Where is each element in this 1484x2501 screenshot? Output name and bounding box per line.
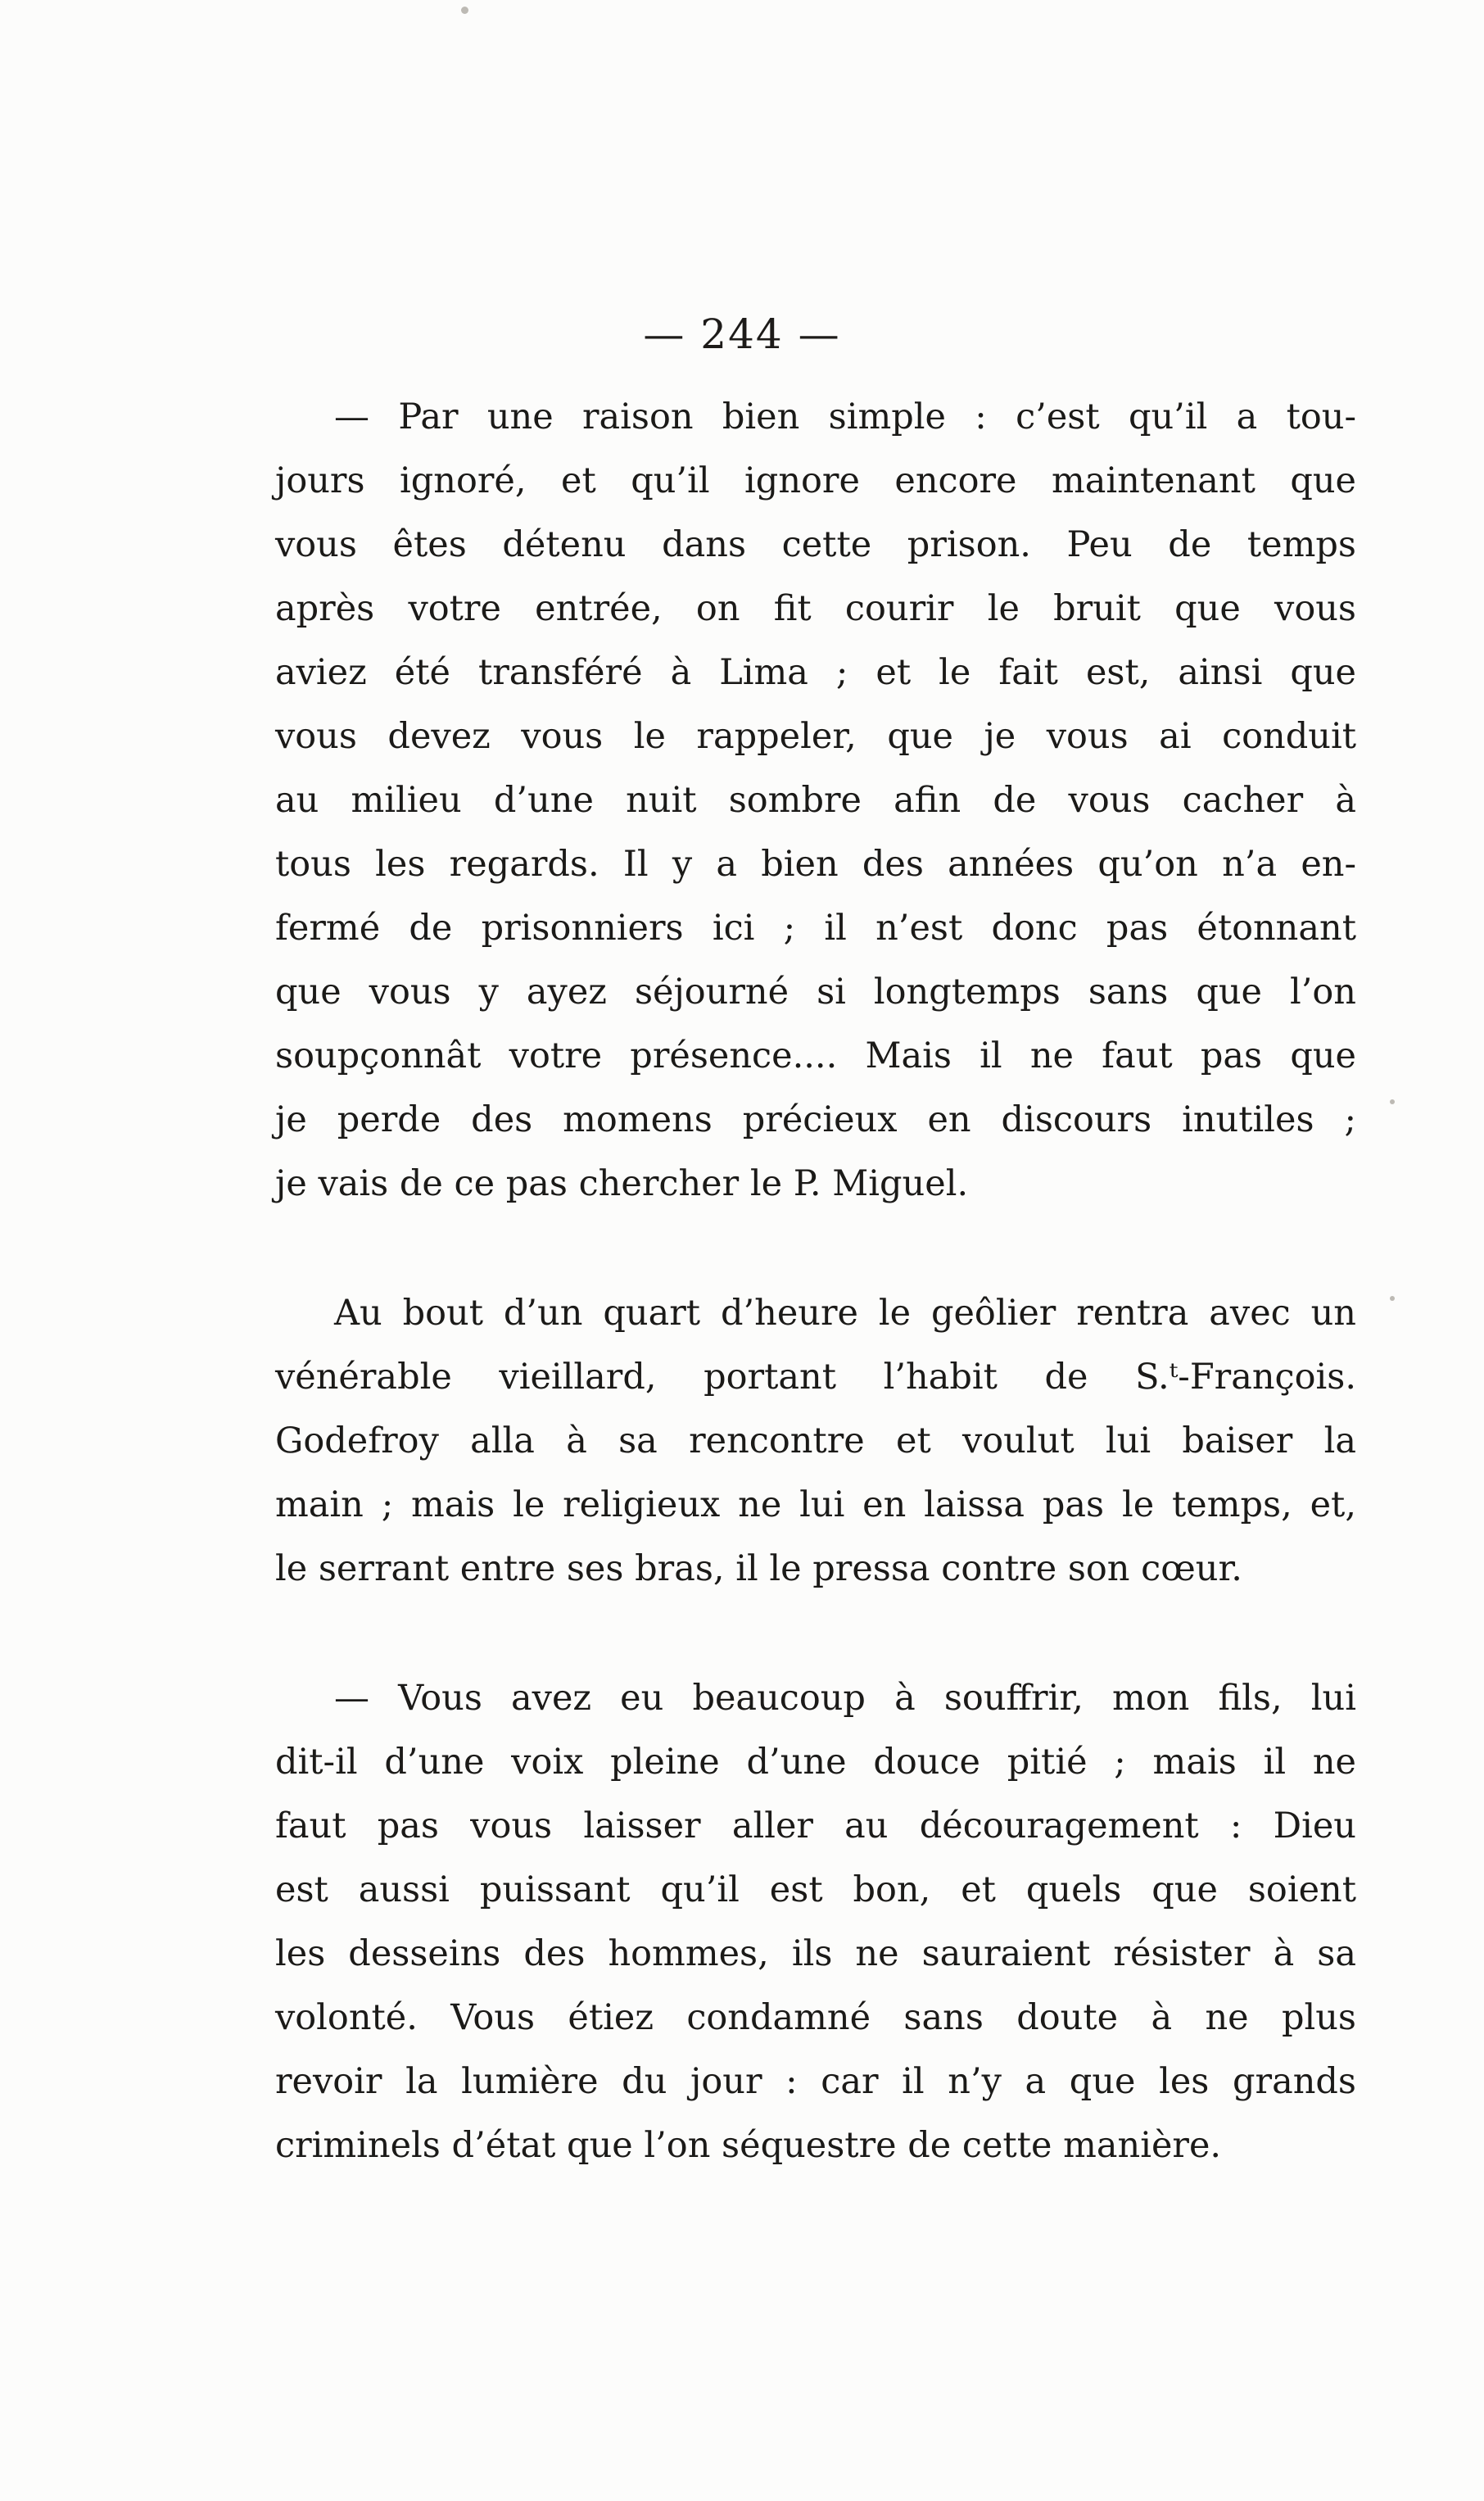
paragraph-2	[275, 1281, 1356, 1601]
text-line: jours ignoré, et qu’il ignore encore maintenant que	[275, 460, 1356, 501]
text-line: les desseins des hommes, ils ne sauraient résister à sa	[275, 1933, 1356, 1974]
text-line: volonté. Vous étiez condamné sans doute à ne plus	[275, 1997, 1356, 2038]
text-line: que vous y ayez séjourné si longtemps sans que l’on	[275, 972, 1356, 1013]
text-line: soupçonnât votre présence.... Mais il ne faut pas que	[275, 1035, 1356, 1076]
text-line: revoir la lumière du jour : car il n’y a que les grands	[275, 2061, 1356, 2102]
text-line: fermé de prisonniers ici ; il n’est donc pas étonnant	[275, 908, 1356, 949]
text-line: dit-il d’une voix pleine d’une douce pitié ; mais il ne	[275, 1742, 1356, 1783]
text-line: je perde des momens précieux en discours inutiles ;	[275, 1099, 1356, 1140]
text-line: faut pas vous laisser aller au découragement : Dieu	[275, 1806, 1356, 1846]
page-number: — 244 —	[643, 310, 841, 358]
text-line: est aussi puissant qu’il est bon, et quels que soient	[275, 1869, 1356, 1910]
text-line: Au bout d’un quart d’heure le geôlier rentra avec un	[334, 1293, 1356, 1334]
paragraph-3	[275, 1666, 1356, 2177]
text-line: tous les regards. Il y a bien des années qu’on n’a en-	[275, 844, 1356, 885]
text-line: criminels d’état que l’on séquestre de cette manière.	[275, 2125, 1222, 2166]
paragraph-gap	[275, 1216, 1356, 1281]
text-line: — Par une raison bien simple : c’est qu’il a tou-	[334, 396, 1356, 437]
text-line: au milieu d’une nuit sombre afin de vous cacher à	[275, 780, 1356, 821]
text-line: le serrant entre ses bras, il le pressa contre son cœur.	[275, 1548, 1242, 1589]
paper-speck	[1390, 1099, 1395, 1104]
text-line: main ; mais le religieux ne lui en laissa pas le temps, et,	[275, 1484, 1356, 1525]
text-line: aviez été transféré à Lima ; et le fait est, ainsi que	[275, 652, 1356, 693]
text-line: vous êtes détenu dans cette prison. Peu de temps	[275, 524, 1356, 565]
paper-speck	[461, 7, 468, 14]
text-line: vous devez vous le rappeler, que je vous ai conduit	[275, 716, 1356, 757]
text-line: je vais de ce pas chercher le P. Miguel.	[275, 1163, 969, 1204]
paragraph-1	[275, 385, 1356, 1216]
text-line: — Vous avez eu beaucoup à souffrir, mon fils, lui	[334, 1678, 1356, 1719]
text-line: vénérable vieillard, portant l’habit de S.ᵗ-François.	[275, 1357, 1356, 1398]
paragraph-gap	[275, 1601, 1356, 1666]
paper-speck	[1390, 1296, 1395, 1301]
text-line: Godefroy alla à sa rencontre et voulut lui baiser la	[275, 1420, 1356, 1461]
text-line: après votre entrée, on fit courir le bruit que vous	[275, 588, 1356, 629]
page-body	[275, 385, 1356, 2177]
